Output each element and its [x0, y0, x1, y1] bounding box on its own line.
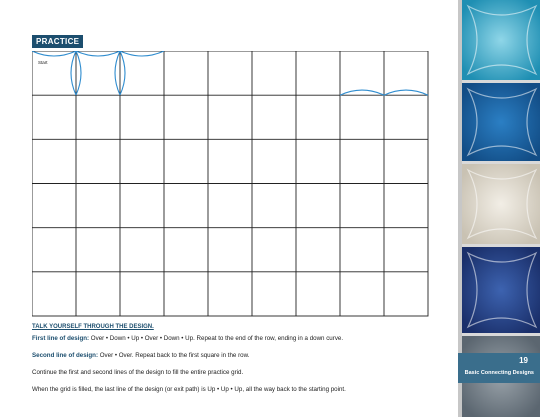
- instruction-line-2: [32, 352, 452, 359]
- start-label: Start: [38, 60, 48, 65]
- instruction-line-4: When the grid is filled, the last line of the design (or exit path) is Up • Up • Up, all the way back to the starting point.: [32, 386, 346, 393]
- instructions-heading: TALK YOURSELF THROUGH THE DESIGN.: [32, 324, 154, 330]
- over-curve: [120, 51, 164, 56]
- practice-grid: [32, 51, 429, 318]
- instruction-line-2-label: Second line of design:: [32, 352, 99, 359]
- instruction-line-3: Continue the first and second lines of the design to fill the entire practice grid.: [32, 369, 244, 376]
- down-curve: [115, 51, 120, 95]
- instructions: [32, 324, 452, 403]
- instruction-line-1: [32, 335, 452, 342]
- section-name: Basic Connecting Designs: [464, 370, 534, 376]
- up-curve: [120, 51, 125, 95]
- quilt-block-light-blue: [462, 0, 540, 80]
- practice-badge: PRACTICE: [32, 35, 83, 48]
- instruction-line-1-label: First line of design:: [32, 335, 90, 342]
- instruction-line-1-text: Over • Down • Up • Over • Down • Up. Repeat to the end of the row, ending in a down curve.: [89, 335, 344, 342]
- quilt-block-cream: [462, 164, 540, 244]
- practice-grid-svg: [32, 51, 429, 318]
- demo-curves: [32, 51, 428, 95]
- page-number: 19: [519, 356, 528, 365]
- over-curve: [32, 51, 76, 56]
- up-curve: [76, 51, 81, 95]
- down-curve: [71, 51, 76, 95]
- over-curve-return: [384, 90, 428, 95]
- quilt-block-navy: [462, 247, 540, 333]
- page-footer: [458, 353, 540, 383]
- over-curve-return: [340, 90, 384, 95]
- instruction-line-2-text: Over • Over. Repeat back to the first square in the row.: [98, 352, 250, 359]
- over-curve: [76, 51, 120, 56]
- quilt-block-blue: [462, 83, 540, 161]
